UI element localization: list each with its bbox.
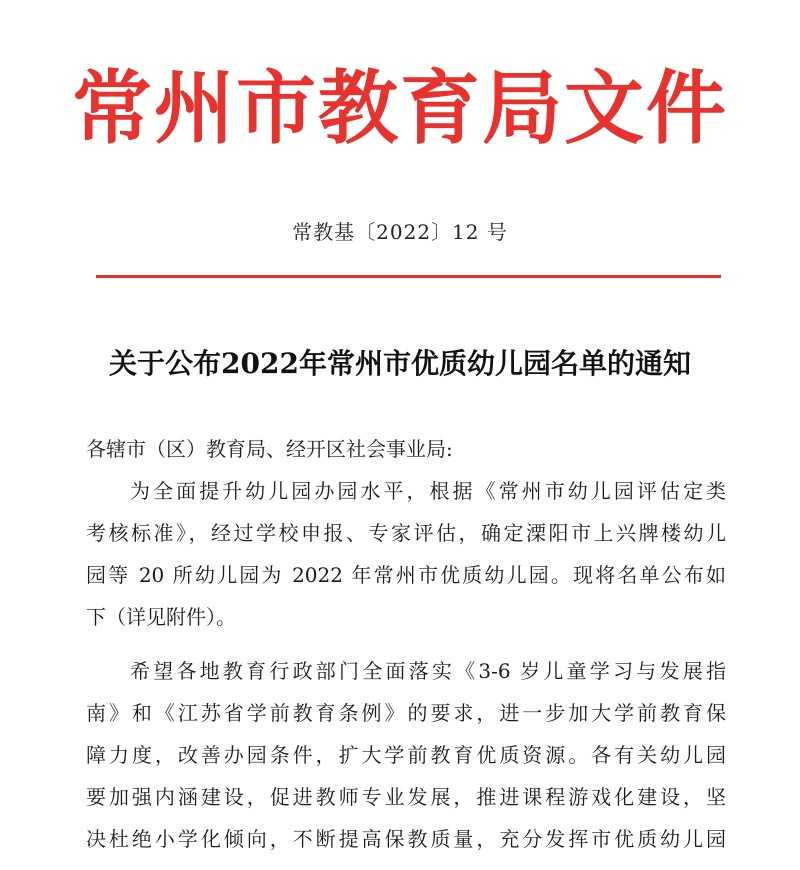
paragraph2-line: 希望各地教育行政部门全面落实《3-6 岁儿童学习与发展指 — [130, 659, 726, 683]
document-number: 常教基〔2022〕12 号 — [292, 220, 508, 244]
agency-header-title: 常州市教育局文件 — [72, 61, 728, 155]
paragraph-spacer — [86, 638, 726, 650]
paragraph1-line: 园等 20 所幼儿园为 2022 年常州市优质幼儿园。现将名单公布如 — [86, 563, 726, 587]
document-body — [86, 428, 726, 860]
paragraph1-line: 为全面提升幼儿园办园水平，根据《常州市幼儿园评估定类 — [130, 479, 726, 503]
paragraph2-line: 南》和《江苏省学前教育条例》的要求，进一步加大学前教育保 — [86, 701, 726, 725]
paragraph2-line: 决杜绝小学化倾向，不断提高保教质量，充分发挥市优质幼儿园 — [86, 827, 726, 851]
red-divider-line — [96, 275, 721, 278]
paragraph2-line: 障力度，改善办园条件，扩大学前教育优质资源。各有关幼儿园 — [86, 743, 726, 767]
paragraph2-line: 要加强内涵建设，促进教师专业发展，推进课程游戏化建设，坚 — [86, 785, 726, 809]
paragraph1-line: 考核标准》，经过学校申报、专家评估，确定溧阳市上兴牌楼幼儿 — [86, 521, 726, 545]
document-title: 关于公布2022年常州市优质幼儿园名单的通知 — [109, 347, 691, 380]
paragraph1-line: 下（详见附件）。 — [86, 605, 236, 629]
salutation: 各辖市（区）教育局、经开区社会事业局: — [86, 437, 453, 461]
